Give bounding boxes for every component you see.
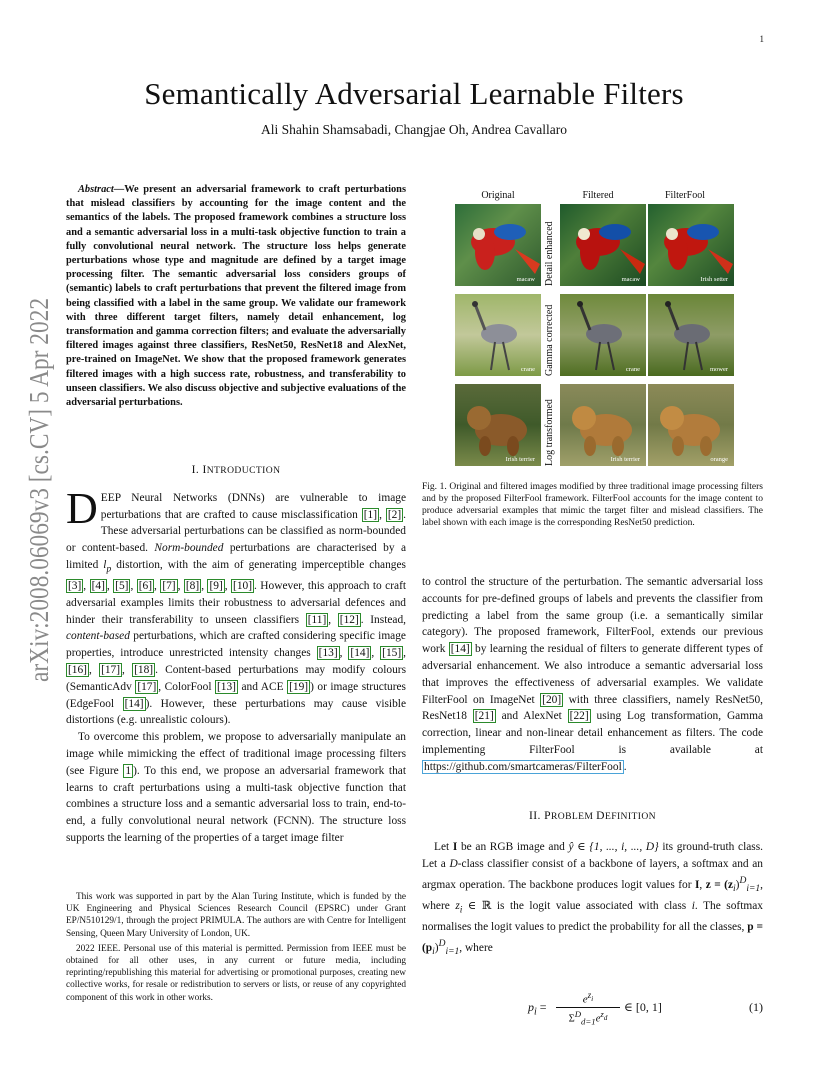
intro-paragraph-2 <box>66 729 406 847</box>
intro-text: ) or image structures (EdgeFool <box>66 680 406 710</box>
citation-link[interactable]: [13] <box>217 680 236 693</box>
math-inline: ) <box>434 941 439 954</box>
figure-image-label: Irish setter <box>700 276 728 283</box>
citation-link[interactable]: [12] <box>339 613 359 626</box>
body-text: , where <box>422 878 764 912</box>
crane-icon <box>455 294 541 376</box>
body-text: with three classifiers, namely ResNet50, ResNet18 <box>422 693 763 723</box>
citation-link[interactable]: [17] <box>137 680 157 693</box>
equation-lhs <box>528 1000 547 1017</box>
citation-link[interactable]: [4] <box>91 580 105 593</box>
body-text: Let <box>434 841 453 854</box>
abstract-text: —We present an adversarial framework to craft perturbations that mislead classifiers by accounting for the image content and the semantics of the labels. The proposed framework combines a structure loss and a semantic adversarial loss in a multi-task objective function to train a fully convolutional neural network. The structure loss helps generate perturbations whose type and magnitude are defined by a target image processing filter. The semantic adversarial loss considers groups of (semantic) labels to craft perturbations that prevent the filtered image from being classified with a label in the same group. We validate our framework with three different target filters, namely detail enhancement, log transformation and gamma correction filters; and evaluate the adversarially filtered images against three classifiers, ResNet50, ResNet18 and AlexNet, pre-trained on ImageNet. We show that the proposed framework generates filtered images with a high success rate, robustness, and transferability to unseen classifiers. We also discuss objective and subjective evaluations of the adversarial perturbations. <box>66 184 406 409</box>
intro-text: . These adversarial perturbations can be classified as norm-bounded or content-based. <box>66 508 407 555</box>
figure-column-label: Original <box>481 190 515 201</box>
problem-heading <box>422 808 763 826</box>
intro-text: To overcome this problem, we propose to adversarially manipulate an image while mimicking the effect of traditional image processing filters (see Figure <box>66 731 406 777</box>
intro-heading-rest: NTRODUCTION <box>206 465 281 476</box>
dog-icon <box>455 384 541 466</box>
intro-text: ). To this end, we propose an adversarial framework that learns to craft perturbations using a multi-task objective function that combines a structure loss and a semantic adversarial loss to train, end-to-end, a fully convolutional neural network (FCNN). The structure loss supports the learning of the properties of a target image filter <box>66 764 407 845</box>
intro-heading-num: I. <box>191 463 203 476</box>
citation-link[interactable]: [10] <box>233 580 253 593</box>
intro-text: EEP Neural Networks (DNNs) are vulnerable to image perturbations that are crafted to cause misclassification <box>100 491 406 521</box>
figure-link[interactable]: 1 <box>125 764 132 777</box>
figure-row-label: Detail enhanced <box>544 221 555 286</box>
math-sub: i <box>459 905 463 916</box>
citation-link[interactable]: [7] <box>162 580 176 593</box>
intro-text: , ColorFool <box>158 680 215 693</box>
equation-den-e: e <box>595 1013 601 1025</box>
math-bold: I <box>452 841 458 854</box>
body-text: . <box>623 760 627 773</box>
math-inline: z <box>455 899 460 912</box>
figure-image-label: macaw <box>621 276 640 283</box>
citation-link[interactable]: [9] <box>209 580 223 593</box>
figure-image-macaw-filterfool <box>648 204 734 286</box>
figure-image-label: Irish terrier <box>505 456 535 463</box>
body-text: . The softmax normalises the logit values to predict the probability for all the classes, <box>422 899 763 933</box>
citation-link[interactable]: [22] <box>569 710 589 723</box>
problem-heading-first: P <box>544 808 551 822</box>
macaw-icon <box>648 204 734 286</box>
citation-link[interactable]: [11] <box>307 613 327 626</box>
equation-num-zsub: i <box>591 993 594 1003</box>
intro-paragraph-1: DEEP Neural Networks (DNNs) are vulnerable to image perturbations that are crafted to cause misclassification [1] , [2] . These adversarial perturbations can be classified as norm-bounded or content-based. Norm-bounded perturbations are characterised by a limited $l_p$ distortion, with the aim of generating imperceptible changes [3] , [4] , [5] , [6] , [7] , [8] , [9] , [10] . However, this approach to craft adversarial examples limits their robustness to adversarial defences and hinder their transferability to unseen classifiers [11] , [12] . Instead, content-based perturbations, which are crafted considering specific image properties, introduce unrestricted intensity changes [13] , [14] , [15] , [16] , [17] , [18] . Content-based perturbations may modify colours (SemanticAdv [17] , ColorFool [13] and ACE [19] ) or image structures (EdgeFool [14] ). However, these perturbations may cause visible distortions (e.g. unrealistic colours). <box>66 483 407 727</box>
equation-sum: Σ <box>568 1013 575 1025</box>
dog-icon <box>560 384 646 466</box>
dropcap: D <box>66 483 98 533</box>
equation-1 <box>422 990 763 1027</box>
body-text: to control the structure of the perturbation. The semantic adversarial loss accounts for pre-defined groups of labels and prevents the classifier from predicting a label from the same group (i.e. a semantically similar category). The proposed framework, FilterFool, extends our previous work <box>422 576 763 656</box>
citation-link[interactable]: [21] <box>474 710 494 723</box>
citation-link[interactable]: [1] <box>363 508 378 521</box>
citation-link[interactable]: [17] <box>101 664 121 677</box>
citation-link[interactable]: [15] <box>382 647 402 660</box>
citation-link[interactable]: [5] <box>115 580 129 593</box>
body-text: and AlexNet <box>495 710 568 723</box>
figure-row-label: Log transformed <box>544 399 555 466</box>
math-inline: ∈ ℝ <box>462 899 492 912</box>
equation-sum-sub: d=1 <box>581 1016 596 1027</box>
intro-text: perturbations, which are crafted considering specific image properties, introduce unrestricted intensity changes <box>66 630 406 660</box>
math-sub: i <box>432 946 435 957</box>
math-inline: z = (z <box>705 878 734 891</box>
figure-image-terrier-filtered <box>560 384 646 466</box>
math-inline: D <box>449 858 458 871</box>
footnote <box>66 891 406 1004</box>
math-inline: ŷ ∈ {1, ..., i, ..., D} <box>568 841 659 854</box>
right-paragraph-1 <box>422 574 763 776</box>
figure-image-label: Irish terrier <box>610 456 640 463</box>
figure-image-terrier-filterfool <box>648 384 734 466</box>
math-l: l <box>103 558 107 571</box>
paper-title: Semantically Adversarial Learnable Filters <box>144 76 684 111</box>
footnote-copyright: 2022 IEEE. Personal use of this material is permitted. Permission from IEEE must be obtained for all other uses, in any current or future media, including reprinting/republishing this material for advertising or promotional purposes, creating new collective works, for resale or redistribution to servers or lists, or reuse of any copyrighted component of this work in other works. <box>66 943 406 1003</box>
arxiv-stamp-svg <box>6 290 66 690</box>
body-text: -class classifier consist of a backbone of layers, a softmax and an argmax operation. The backbone produces logit values for <box>422 858 763 891</box>
figure-image-label: crane <box>625 366 640 373</box>
intro-text: ). However, these perturbations may cause visible distortions (e.g. unrealistic colours). <box>66 697 407 727</box>
problem-heading-rest: ROBLEM <box>550 810 597 822</box>
paper-authors: Ali Shahin Shamsabadi, Changjae Oh, Andrea Cavallaro <box>261 122 567 137</box>
equation-num-e: e <box>582 993 588 1006</box>
figure-image-macaw-filtered <box>560 204 646 286</box>
body-text: , where <box>459 941 493 954</box>
figure-1 <box>450 190 750 470</box>
equation-lhs-sub: i <box>534 1006 537 1018</box>
citation-link[interactable]: [19] <box>289 680 309 693</box>
equation-equals: = <box>536 1000 547 1014</box>
figure-image-label: orange <box>710 456 728 463</box>
equation-den-zsub: d <box>603 1013 608 1022</box>
page-number: 1 <box>759 34 764 44</box>
figure-image-label: crane <box>520 366 535 373</box>
citation-link[interactable]: [14] <box>450 643 470 656</box>
citation-link[interactable]: [2] <box>387 508 402 521</box>
figure-caption: Fig. 1. Original and filtered images modified by three traditional image processing filters and by the proposed FilterFool framework. FilterFool accounts for the image content to produce adversarial examples that mimic the target filter and mislead classifiers. The label shown with each image is the corresponding ResNet50 prediction. <box>422 482 763 528</box>
body-text: by learning the residual of filters to generate different types of adversarial enhancement. We also introduce a semantic adversarial loss that improves the effectiveness of adversarial examples. We validate FilterFool on ImageNet <box>422 643 763 706</box>
problem-heading-first: D <box>596 808 605 822</box>
math-sub: i=1 <box>445 946 460 957</box>
crane-icon <box>560 294 646 376</box>
macaw-icon <box>455 204 541 286</box>
intro-emph: content-based <box>66 630 130 643</box>
equation-den-z: z <box>600 1008 604 1019</box>
problem-heading-num: II. <box>529 808 545 822</box>
equation-rhs: ∈ [0, 1] <box>624 1000 662 1014</box>
figure-image-crane-filtered <box>560 294 646 376</box>
right-column <box>422 574 763 961</box>
intro-heading-first: I <box>202 463 207 476</box>
equation-number: (1) <box>749 1000 763 1014</box>
figure-image-macaw-original <box>455 204 541 286</box>
body-text: using Log transformation, Gamma correction, linear and non-linear detail enhancement as filters. The code implementing FilterFool is available at <box>422 710 763 756</box>
figure-image-crane-filterfool <box>648 294 734 376</box>
intro-text: . Instead, <box>360 613 407 626</box>
figure-image-crane-original <box>455 294 541 376</box>
problem-heading-rest: EFINITION <box>604 810 656 822</box>
intro-emph: Norm-bounded <box>154 542 224 555</box>
figure-column-label: FilterFool <box>664 190 705 201</box>
figure-image-label: macaw <box>516 276 535 283</box>
right-paragraph-2 <box>422 839 763 960</box>
figure-image-terrier-original <box>455 384 541 466</box>
math-sub: i <box>733 884 736 895</box>
math-sup: D <box>739 875 747 886</box>
equation-numerator <box>556 990 620 1008</box>
abstract-lead: Abstract <box>78 184 114 195</box>
dog-icon <box>648 384 734 466</box>
math-inline: p = (p <box>422 920 763 954</box>
figure-image-label: mower <box>709 366 728 373</box>
citation-link[interactable]: [18] <box>134 664 154 677</box>
intro-text: perturbations are characterised by a limited <box>66 542 406 571</box>
macaw-icon <box>560 204 646 286</box>
body-text: its ground-truth class. Let a <box>422 841 764 871</box>
citation-link[interactable]: [20] <box>542 693 562 706</box>
crane-icon <box>648 294 734 376</box>
equation-fraction <box>556 990 620 1026</box>
math-inline: i <box>691 899 695 912</box>
body-text: , <box>699 878 706 891</box>
citation-link[interactable]: [14] <box>350 647 370 660</box>
intro-text: and ACE <box>237 680 288 693</box>
github-link[interactable]: https://github.com/smartcameras/FilterFool <box>424 760 622 773</box>
body-text: be an RGB image and <box>457 841 569 854</box>
footnote-funding: This work was supported in part by the Alan Turing Institute, which is funded by the UK Engineering and Physical Sciences Research Council (EPSRC) under Grant EP/N510129/1, through the project PRIMULA. The authors are with Centre for Intelligent Sensing, Queen Mary University of London, UK. <box>66 892 406 939</box>
intro-text: . However, this approach to craft adversarial examples limits their robustness to adversarial defences and hinder their transferability to unseen classifiers <box>66 580 407 626</box>
arxiv-stamp-text: arXiv:2008.06069v3 [cs.CV] 5 Apr 2022 <box>24 290 54 682</box>
citation-link[interactable]: [6] <box>138 580 153 593</box>
citation-link[interactable]: [3] <box>68 580 82 593</box>
intro-text: distortion, with the aim of generating imperceptible changes <box>111 558 406 571</box>
intro-section <box>66 462 406 847</box>
equation-num-z: z <box>587 990 592 1000</box>
figure-row-label: Gamma corrected <box>544 304 555 376</box>
math-inline: ) <box>735 878 740 891</box>
equation-lhs-var: p <box>528 1000 534 1014</box>
abstract <box>66 183 406 410</box>
citation-link[interactable]: [16] <box>68 664 87 677</box>
math-p: p <box>106 564 112 575</box>
math-sub: i=1 <box>746 884 761 895</box>
math-bold: I <box>694 878 700 891</box>
body-text: is the logit value associated with class <box>491 899 692 912</box>
arxiv-stamp <box>6 290 66 690</box>
equation-denominator <box>556 1008 620 1027</box>
math-sup: D <box>438 938 446 949</box>
figure-column-label: Filtered <box>582 190 614 201</box>
citation-link[interactable]: [13] <box>318 647 338 660</box>
intro-heading <box>66 462 406 480</box>
citation-link[interactable]: [14] <box>124 697 144 710</box>
citation-link[interactable]: [8] <box>185 580 200 593</box>
intro-text: . Content-based perturbations may modify colours (SemanticAdv <box>66 664 407 693</box>
equation-sum-sup: D <box>574 1008 582 1019</box>
